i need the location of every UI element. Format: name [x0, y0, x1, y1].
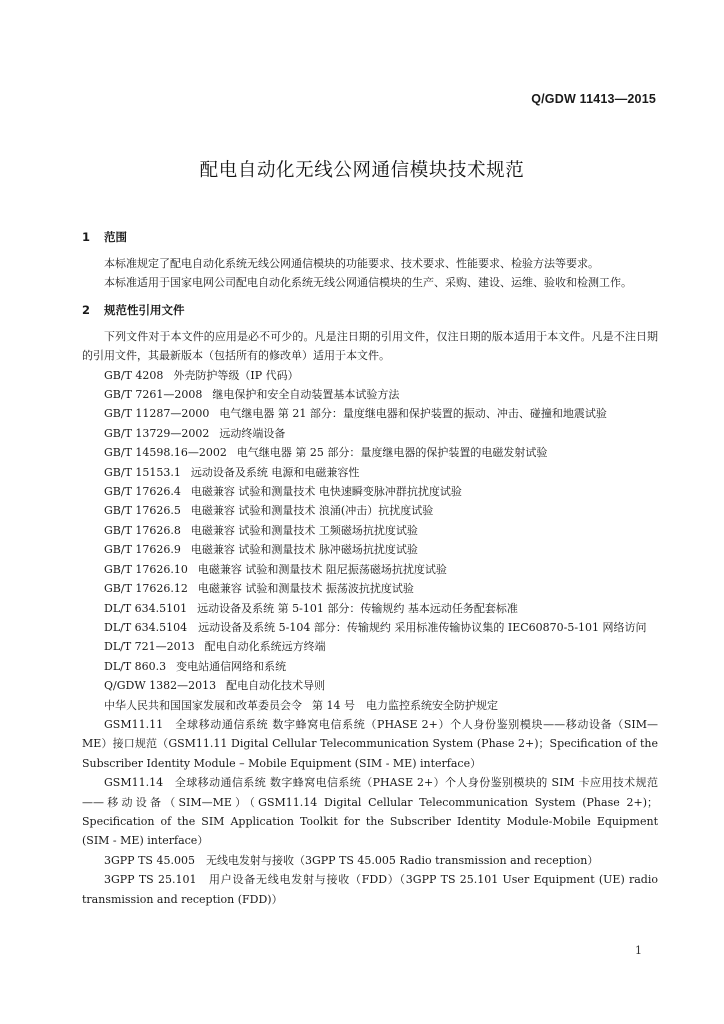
reference-title: 电磁兼容 试验和测量技术 浪涌(冲击）抗扰度试验: [190, 504, 434, 518]
reference-code: GB/T 11287—2000: [104, 407, 210, 421]
reference-title: 远动终端设备: [219, 426, 286, 440]
document-body: [82, 226, 658, 909]
standard-code: Q/GDW 11413—2015: [531, 92, 656, 106]
reference-item: [82, 560, 658, 579]
reference-item: [82, 443, 658, 462]
reference-code: 中华人民共和国国家发展和改革委员会令: [104, 698, 302, 712]
scope-paragraph-2: 本标准适用于国家电网公司配电自动化系统无线公网通信模块的生产、采购、建设、运维、验收和检测工作。: [104, 276, 632, 290]
reference-item-3gpp25101: 3GPP TS 25.101 用户设备无线电发射与接收（FDD）（3GPP TS 25.101 User Equipment (UE) radio transmission and reception (FDD)）: [82, 873, 658, 906]
reference-title: 配电自动化技术导则: [226, 679, 326, 693]
reference-item: [82, 482, 658, 501]
reference-title: 远动设备及系统 电源和电磁兼容性: [190, 465, 360, 479]
reference-item: [82, 404, 658, 423]
section-title: 规范性引用文件: [104, 302, 185, 317]
page-number: 1: [635, 944, 642, 957]
reference-item: [82, 366, 658, 385]
reference-title: 电气继电器 第 21 部分：量度继电器和保护装置的振动、冲击、碰撞和地震试验: [219, 407, 607, 421]
reference-code: Q/GDW 1382—2013: [104, 679, 217, 693]
reference-code: GB/T 17626.8: [104, 523, 181, 537]
section-1-heading: [82, 226, 658, 248]
reference-title: 电磁兼容 试验和测量技术 阻尼振荡磁场抗扰度试验: [197, 562, 447, 576]
reference-code: GB/T 17626.12: [104, 582, 188, 596]
reference-code: DL/T 860.3: [104, 659, 167, 673]
reference-item: [82, 657, 658, 676]
reference-title: 配电自动化系统远方终端: [204, 640, 326, 654]
reference-title: 电磁兼容 试验和测量技术 电快速瞬变脉冲群抗扰度试验: [190, 485, 462, 499]
reference-code: GB/T 15153.1: [104, 465, 181, 479]
reference-code: GB/T 14598.16—2002: [104, 446, 227, 460]
reference-item: [82, 676, 658, 695]
reference-title: 变电站通信网络和系统: [176, 659, 287, 673]
reference-code: DL/T 721—2013: [104, 640, 195, 654]
reference-item: [82, 463, 658, 482]
reference-code: GB/T 7261—2008: [104, 388, 203, 402]
reference-item: [82, 521, 658, 540]
reference-item: [82, 385, 658, 404]
reference-item-gsm1111: GSM11.11 全球移动通信系统 数字蜂窝电信系统（PHASE 2+）个人身份鉴别模块——移动设备（SIM—ME）接口规范（GSM11.11 Digital Cellular Telecommunication System (Phase 2+)；Specification of the Subscriber Identity Module – Mobile Equipment (SIM - ME) interface）: [82, 717, 658, 770]
reference-code: GB/T 4208: [104, 368, 164, 382]
reference-item-3gpp45005: 3GPP TS 45.005 无线电发射与接收（3GPP TS 45.005 Radio transmission and reception）: [104, 853, 599, 867]
reference-item: [82, 540, 658, 559]
reference-item: [82, 696, 658, 715]
reference-item: [82, 579, 658, 598]
reference-title: 远动设备及系统 第 5-101 部分：传输规约 基本远动任务配套标准: [197, 601, 518, 615]
reference-code: DL/T 634.5101: [104, 601, 188, 615]
reference-item: [82, 424, 658, 443]
section-2-heading: [82, 299, 658, 321]
reference-code: GB/T 17626.10: [104, 562, 188, 576]
reference-title: 电磁兼容 试验和测量技术 振荡波抗扰度试验: [197, 582, 414, 596]
reference-item: [82, 637, 658, 656]
reference-item: [82, 599, 658, 618]
scope-paragraph-1: 本标准规定了配电自动化系统无线公网通信模块的功能要求、技术要求、性能要求、检验方法等要求。: [104, 257, 599, 270]
reference-list: [82, 366, 658, 909]
document-title: 配电自动化无线公网通信模块技术规范: [199, 160, 525, 181]
reference-item: [82, 501, 658, 520]
reference-title: 第 14 号 电力监控系统安全防护规定: [312, 698, 498, 712]
reference-title: 电磁兼容 试验和测量技术 工频磁场抗扰度试验: [190, 523, 418, 537]
reference-item-long: DL/T 634.5104 远动设备及系统 5-104 部分：传输规约 采用标准传输协议集的 IEC60870-5-101 网络访问: [104, 620, 647, 634]
section-title: 范围: [104, 230, 127, 244]
reference-code: GB/T 17626.5: [104, 504, 181, 518]
reference-title: 继电保护和安全自动装置基本试验方法: [212, 388, 400, 402]
references-intro: 下列文件对于本文件的应用是必不可少的。凡是注日期的引用文件，仅注日期的版本适用于本文件。凡是不注日期的引用文件，其最新版本（包括所有的修改单）适用于本文件。: [82, 329, 658, 363]
reference-code: GB/T 17626.9: [104, 543, 181, 557]
reference-item-gsm1114: GSM11.14 全球移动通信系统 数字蜂窝电信系统（PHASE 2+）个人身份鉴别模块的 SIM 卡应用技术规范——移动设备（SIM—ME）（GSM11.14 Digital Cellular Telecommunication System (Phase 2+)；Specification of the SIM Application Toolkit for the Subscriber Identity Module-Mobile Equipment (SIM - ME) interface）: [82, 776, 658, 848]
reference-title: 电气继电器 第 25 部分：量度继电器的保护装置的电磁发射试验: [236, 446, 548, 460]
reference-code: GB/T 13729—2002: [104, 426, 210, 440]
section-number: 1: [82, 230, 91, 244]
reference-code: GB/T 17626.4: [104, 485, 181, 499]
reference-title: 电磁兼容 试验和测量技术 脉冲磁场抗扰度试验: [190, 543, 418, 557]
reference-title: 外壳防护等级（IP 代码）: [173, 368, 299, 382]
section-number: 2: [82, 302, 91, 317]
